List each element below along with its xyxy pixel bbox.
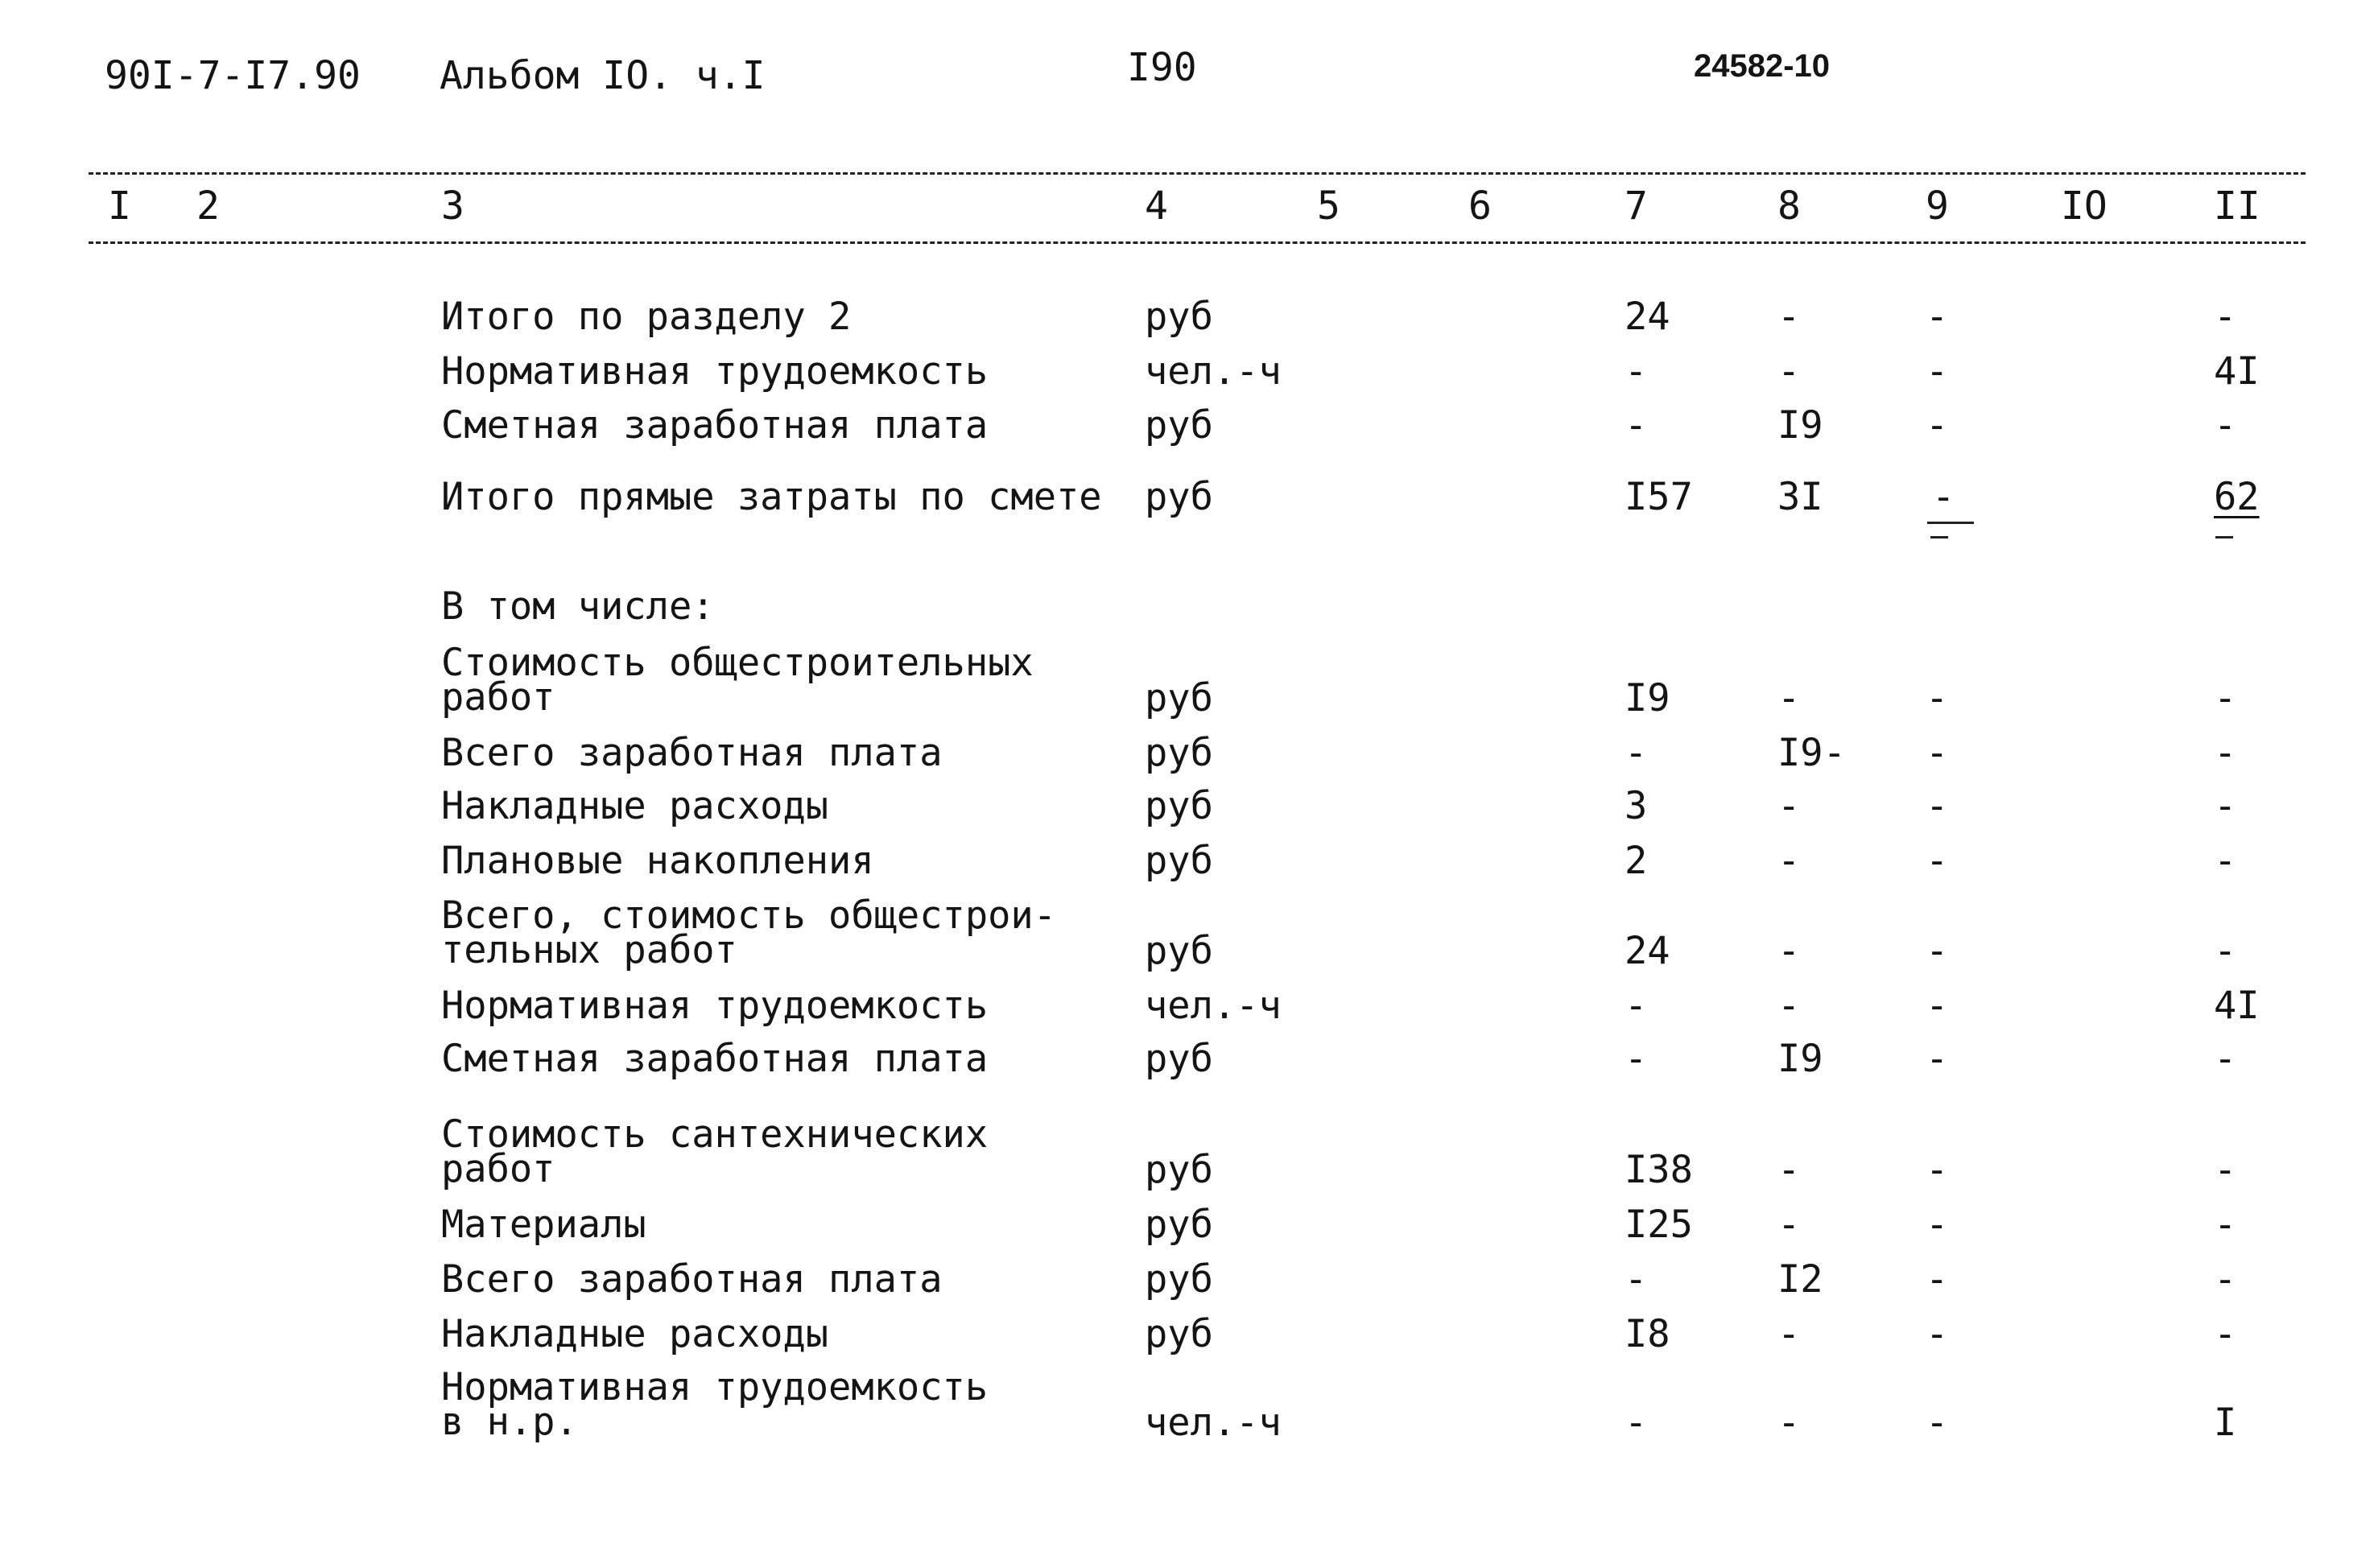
cell-col-7: - bbox=[1625, 1401, 1648, 1445]
column-number-9: 9 bbox=[1926, 184, 1949, 229]
row-description bbox=[441, 984, 989, 1028]
row-unit: руб bbox=[1145, 929, 1213, 973]
cell-col-7: I38 bbox=[1625, 1148, 1693, 1192]
cell-col-8: - bbox=[1777, 295, 1801, 339]
cell-col-8: - bbox=[1777, 1203, 1801, 1247]
column-number-10: IO bbox=[2061, 184, 2108, 229]
description-line: работ bbox=[441, 1147, 555, 1191]
description-line: Итого по разделу 2 bbox=[441, 295, 852, 339]
row-unit: руб bbox=[1145, 475, 1213, 519]
description-line: Нормативная трудоемкость bbox=[441, 1365, 989, 1409]
cell-col-7: 24 bbox=[1625, 295, 1670, 339]
cell-col-11: - bbox=[2214, 929, 2237, 973]
cell-col-8: I9- bbox=[1777, 731, 1846, 775]
row-description bbox=[441, 731, 943, 775]
cell-col-8: - bbox=[1777, 349, 1801, 394]
description-line: Нормативная трудоемкость bbox=[441, 984, 989, 1028]
row-unit: чел.-ч bbox=[1145, 984, 1282, 1028]
cell-col-11: - bbox=[2214, 1203, 2237, 1247]
description-line: Сметная заработная плата bbox=[441, 1037, 989, 1081]
cell-col-7: I9 bbox=[1625, 676, 1670, 720]
row-description bbox=[441, 1203, 646, 1247]
column-number-7: 7 bbox=[1625, 184, 1648, 229]
column-number-5: 5 bbox=[1317, 184, 1340, 229]
cell-col-7: 24 bbox=[1625, 929, 1670, 973]
cell-col-11: - bbox=[2214, 676, 2237, 720]
row-description bbox=[441, 1365, 989, 1444]
row-description bbox=[441, 1112, 989, 1191]
cell-col-11: - bbox=[2214, 1037, 2237, 1081]
description-line: Нормативная трудоемкость bbox=[441, 349, 989, 394]
row-unit: руб bbox=[1145, 839, 1213, 883]
description-line: Всего, стоимость общестрои- bbox=[441, 893, 1057, 938]
row-unit: руб bbox=[1145, 1257, 1213, 1302]
row-unit: руб bbox=[1145, 1148, 1213, 1192]
album-title: Альбом IO. ч.I bbox=[440, 53, 766, 98]
cell-col-8: I9 bbox=[1777, 1037, 1823, 1081]
cell-col-11: - bbox=[2214, 731, 2237, 775]
description-line: тельных работ bbox=[441, 928, 737, 972]
cell-col-7: 2 bbox=[1625, 839, 1648, 883]
cell-col-9: - bbox=[1926, 784, 1949, 828]
description-line: Итого прямые затраты по смете bbox=[441, 475, 1102, 519]
cell-col-9: - bbox=[1926, 929, 1949, 973]
cell-col-7: - bbox=[1625, 1257, 1648, 1302]
row-description bbox=[441, 403, 989, 448]
column-number-3: 3 bbox=[441, 184, 464, 229]
row-unit: руб bbox=[1145, 1203, 1213, 1247]
cell-col-8: - bbox=[1777, 929, 1801, 973]
row-description bbox=[441, 1312, 829, 1356]
row-description bbox=[441, 475, 1102, 519]
cell-col-7: 3 bbox=[1625, 784, 1648, 828]
column-number-1: I bbox=[108, 184, 131, 229]
cell-col-8: - bbox=[1777, 1401, 1801, 1445]
description-line: В том числе: bbox=[441, 584, 715, 629]
cell-col-8: - bbox=[1777, 784, 1801, 828]
cell-col-9: - bbox=[1926, 1401, 1949, 1445]
description-line: Стоимость сантехнических bbox=[441, 1112, 989, 1157]
cell-col-8: 3I bbox=[1777, 475, 1823, 519]
description-line: Всего заработная плата bbox=[441, 731, 943, 775]
total-underline bbox=[1930, 536, 1948, 538]
cell-col-7: - bbox=[1625, 984, 1648, 1028]
column-number-2: 2 bbox=[196, 184, 220, 229]
row-description bbox=[441, 1037, 989, 1081]
cell-col-8: - bbox=[1777, 1312, 1801, 1356]
cell-col-7: - bbox=[1625, 1037, 1648, 1081]
row-description bbox=[441, 349, 989, 394]
cell-col-9: - bbox=[1926, 349, 1949, 394]
cell-col-9: - bbox=[1926, 403, 1949, 448]
row-description bbox=[441, 295, 852, 339]
cell-col-9: - bbox=[1926, 731, 1949, 775]
description-line: Стоимость общестроительных bbox=[441, 641, 1034, 685]
row-unit: руб bbox=[1145, 295, 1213, 339]
column-number-4: 4 bbox=[1145, 184, 1168, 229]
cell-col-11: - bbox=[2214, 784, 2237, 828]
cell-col-9: - bbox=[1926, 1203, 1949, 1247]
cell-col-7: I57 bbox=[1625, 475, 1693, 519]
cell-col-9: - bbox=[1926, 1257, 1949, 1302]
total-underline bbox=[2215, 536, 2233, 538]
column-number-8: 8 bbox=[1777, 184, 1801, 229]
description-line: в н.р. bbox=[441, 1400, 578, 1444]
cell-col-11: - bbox=[2214, 295, 2237, 339]
total-underline bbox=[1927, 522, 1974, 524]
header-rule-top bbox=[89, 172, 2306, 175]
description-line: Накладные расходы bbox=[441, 784, 829, 828]
cell-col-11: I bbox=[2214, 1401, 2237, 1445]
cell-col-8: I9 bbox=[1777, 403, 1823, 448]
cell-col-7: I25 bbox=[1625, 1203, 1693, 1247]
header-rule-bottom bbox=[89, 241, 2306, 244]
description-line: Плановые накопления bbox=[441, 839, 874, 883]
cell-col-8: - bbox=[1777, 839, 1801, 883]
cell-col-11: - bbox=[2214, 403, 2237, 448]
row-unit: руб bbox=[1145, 1312, 1213, 1356]
description-line: работ bbox=[441, 675, 555, 720]
row-description bbox=[441, 641, 1034, 720]
cell-col-7: - bbox=[1625, 731, 1648, 775]
cell-col-9: - bbox=[1926, 839, 1949, 883]
row-description bbox=[441, 1257, 943, 1302]
column-number-6: 6 bbox=[1468, 184, 1492, 229]
cell-col-7: I8 bbox=[1625, 1312, 1670, 1356]
row-description bbox=[441, 584, 715, 629]
cell-col-9: - bbox=[1926, 984, 1949, 1028]
cell-col-11: 62 bbox=[2214, 475, 2260, 519]
cell-col-11: - bbox=[2214, 1257, 2237, 1302]
row-unit: чел.-ч bbox=[1145, 349, 1282, 394]
description-line: Всего заработная плата bbox=[441, 1257, 943, 1302]
row-description bbox=[441, 893, 1057, 972]
cell-col-8: I2 bbox=[1777, 1257, 1823, 1302]
row-unit: чел.-ч bbox=[1145, 1401, 1282, 1445]
row-description bbox=[441, 784, 829, 828]
cell-col-9: - bbox=[1932, 475, 1955, 519]
description-line: Сметная заработная плата bbox=[441, 403, 989, 448]
cell-col-11: - bbox=[2214, 1312, 2237, 1356]
row-unit: руб bbox=[1145, 1037, 1213, 1081]
row-unit: руб bbox=[1145, 676, 1213, 720]
archive-stamp: 24582-10 bbox=[1694, 48, 1831, 84]
column-number-11: II bbox=[2214, 184, 2260, 229]
page-number: I90 bbox=[1127, 45, 1197, 90]
row-unit: руб bbox=[1145, 784, 1213, 828]
cell-col-11: - bbox=[2214, 839, 2237, 883]
cell-col-11: 4I bbox=[2214, 984, 2260, 1028]
description-line: Материалы bbox=[441, 1203, 646, 1247]
cell-col-8: - bbox=[1777, 676, 1801, 720]
description-line: Накладные расходы bbox=[441, 1312, 829, 1356]
cell-col-7: - bbox=[1625, 349, 1648, 394]
cell-col-9: - bbox=[1926, 1148, 1949, 1192]
doc-code: 90I-7-I7.90 bbox=[105, 53, 361, 98]
cell-col-11: 4I bbox=[2214, 349, 2260, 394]
cell-col-11: - bbox=[2214, 1148, 2237, 1192]
cell-col-8: - bbox=[1777, 1148, 1801, 1192]
row-description bbox=[441, 839, 874, 883]
cell-col-9: - bbox=[1926, 295, 1949, 339]
cell-col-9: - bbox=[1926, 1037, 1949, 1081]
cell-col-7: - bbox=[1625, 403, 1648, 448]
row-unit: руб bbox=[1145, 403, 1213, 448]
cell-col-8: - bbox=[1777, 984, 1801, 1028]
row-unit: руб bbox=[1145, 731, 1213, 775]
cell-col-9: - bbox=[1926, 1312, 1949, 1356]
cell-col-9: - bbox=[1926, 676, 1949, 720]
